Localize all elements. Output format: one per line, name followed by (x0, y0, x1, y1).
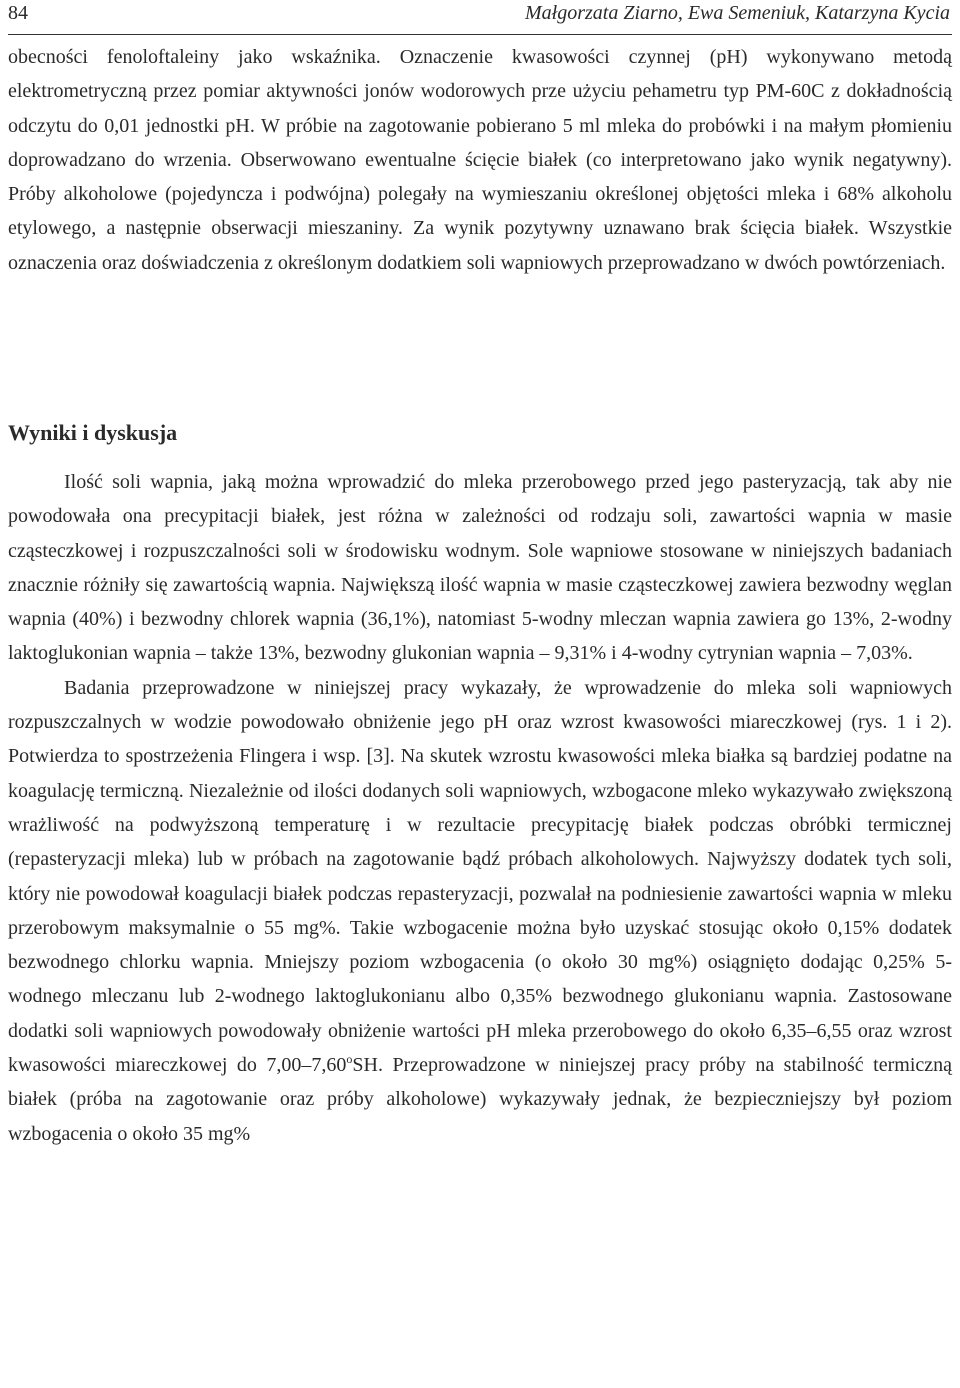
running-header (8, 0, 952, 26)
results-paragraph-1: Ilość soli wapnia, jaką można wprowadzić do mleka przerobowego przed jego pasteryzacją, tak aby nie powodowała ona precypitacji białek, jest różna w zależności od rodzaju soli, zawartości wapnia w masie cząsteczkowej i rozpuszczalności soli w środowisku wodnym. Sole wapniowe stosowane w niniejszych badaniach znacznie różniły się zawartością wapnia. Największą ilość wapnia w masie cząsteczkowej zawiera bezwodny węglan wapnia (40%) i bezwodny chlorek wapnia (36,1%), natomiast 5-wodny mleczan wapnia zawiera go 13%, 2-wodny laktoglukonian wapnia – także 13%, bezwodny glukonian wapnia – 9,31% i 4-wodny cytrynian wapnia – 7,03%. (8, 471, 952, 665)
results-section (8, 465, 952, 1151)
methods-paragraph: obecności fenoloftaleiny jako wskaźnika. Oznaczenie kwasowości czynnej (pH) wykonywano metodą elektrometryczną przez pomiar aktywności jonów wodorowych prze użyciu pehametru typ PM-60C z dokładnością odczytu do 0,01 jednostki pH. W próbie na zagotowanie pobierano 5 ml mleka do probówki i na małym płomieniu doprowadzano do wrzenia. Obserwowano ewentualne ścięcie białek (co interpretowano jako wynik negatywny). Próby alkoholowe (pojedyncza i podwójna) polegały na wymieszaniu określonej objętości mleka i 68% alkoholu etylowego, a następnie obserwacji mieszaniny. Za wynik pozytywny uznawano brak ścięcia białek. Wszystkie oznaczenia oraz doświadczenia z określonym dodatkiem soli wapniowych przeprowadzano w dwóch powtórzeniach. (8, 46, 952, 274)
running-header-authors: Małgorzata Ziarno, Ewa Semeniuk, Katarzyna Kycia (525, 2, 950, 24)
results-paragraph-2-text-a: Badania przeprowadzone w niniejszej pracy wykazały, że wprowadzenie do mleka soli wapniowych rozpuszczalnych w wodzie powodowało obniżenie jego pH oraz wzrost kwasowości miareczkowej (rys. 1 i 2). Potwierdza to spostrzeżenia Flingera i wsp. [3]. Na skutek wzrostu kwasowości mleka białka są bardziej podatne na koagulację termiczną. Niezależnie od ilości dodanych soli wapniowych, wzbogacone mleko wykazywało zwiększoną wrażliwość na podwyższoną temperaturę i w rezultacie precypitację białek podczas obróbki termicznej (repasteryzacji mleka) lub w próbach na zagotowanie bądź próbach alkoholowych. Najwyższy dodatek tych soli, który nie powodował koagulacji białek podczas repasteryzacji, pozwalał na podniesienie zawartości wapnia w mleku przerobowym maksymalnie o 55 mg%. Takie wzbogacenie można było uzyskać stosując około 0,15% dodatek bezwodnego chlorku wapnia. Mniejszy poziom wzbogacenia (o około 30 mg%) osiągnięto dodając 0,25% 5-wodnego mleczanu lub 2-wodnego laktoglukonianu albo 0,35% bezwodnego glukonianu wapnia. Zastosowane dodatki soli wapniowych powodowały obniżenie wartości pH mleka przerobowego do około 6,35–6,55 oraz wzrost kwasowości miareczkowej do 7,00–7,60 (8, 676, 952, 1077)
degree-superscript: o (346, 1052, 353, 1067)
results-paragraph-2-text-b: SH. Przeprowadzone w niniejszej pracy próby na stabilność termiczną białek (próba na zagotowanie oraz próby alkoholowe) wykazywały jednak, że bezpieczniejszy był poziom wzbogacenia o około 35 mg% (8, 1054, 953, 1145)
results-paragraph-2 (8, 671, 952, 1151)
methods-section (8, 40, 952, 280)
section-heading: Wyniki i dyskusja (8, 420, 178, 445)
header-divider (8, 34, 952, 35)
page-number: 84 (8, 2, 28, 24)
